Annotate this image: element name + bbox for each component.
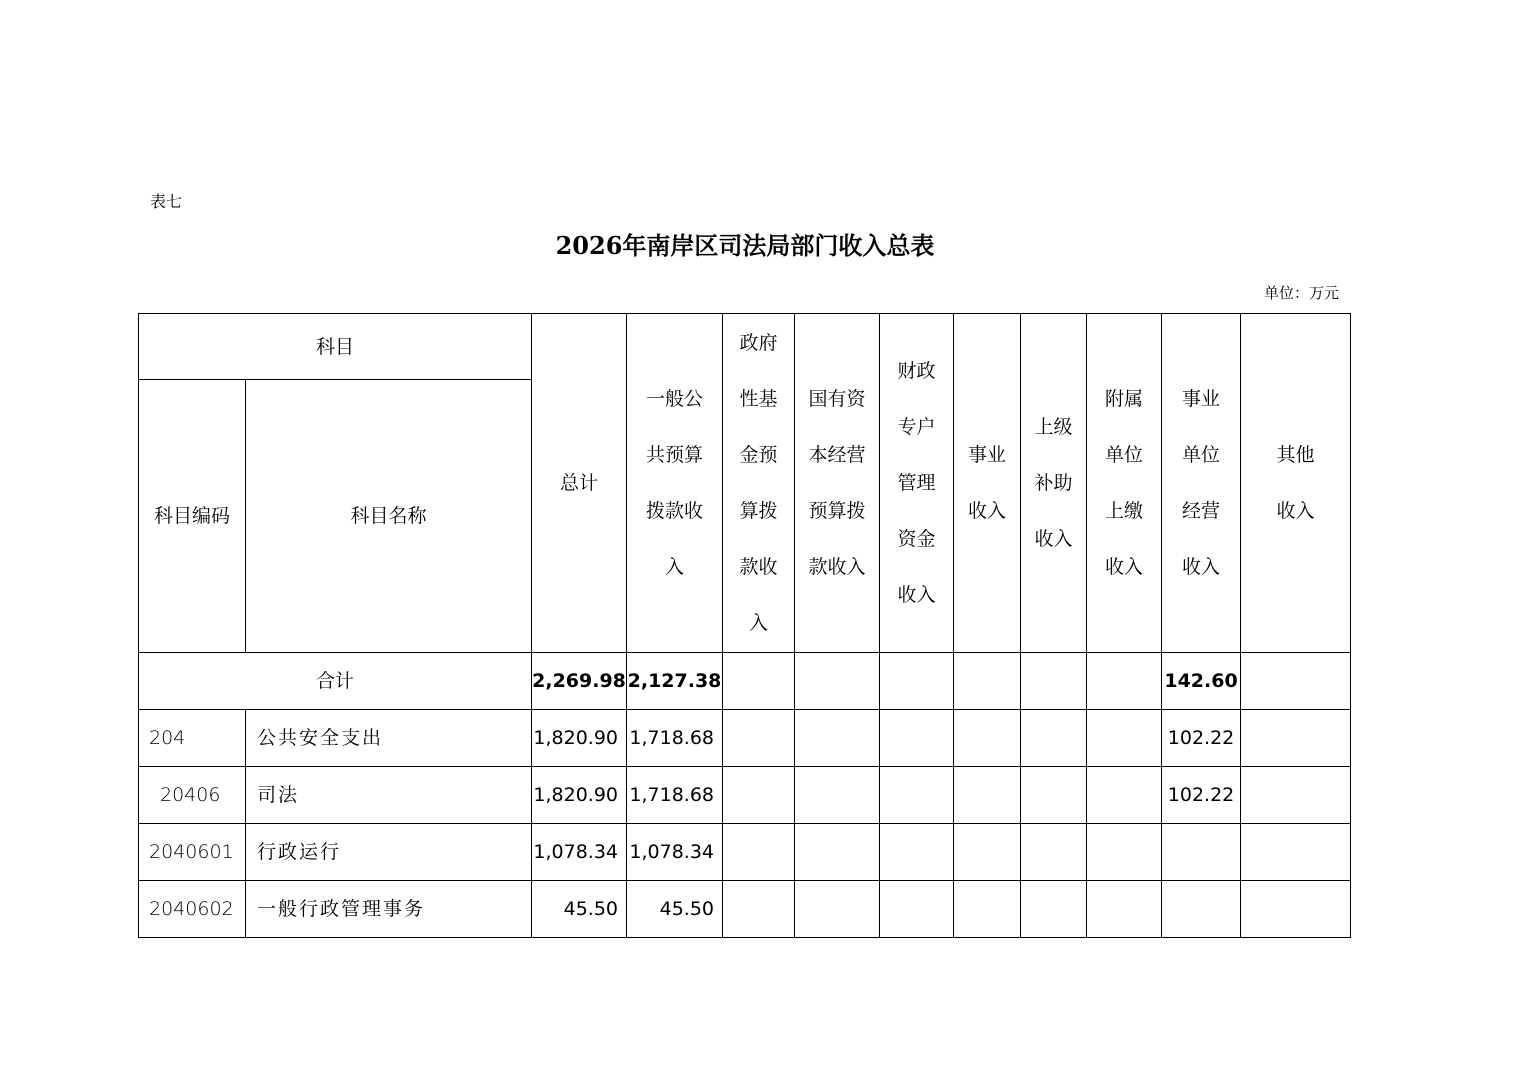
row-name: 公共安全支出	[246, 710, 532, 767]
row-total: 1,078.34	[532, 824, 627, 881]
header-gov-fund: 政府 性基 金预 算拨 款收 入	[723, 314, 795, 653]
row-code: 2040601	[139, 824, 246, 881]
row-business-operation	[1162, 824, 1241, 881]
row-business-operation: 102.22	[1162, 710, 1241, 767]
row-total: 1,820.90	[532, 767, 627, 824]
total-business-operation: 142.60	[1162, 653, 1241, 710]
row-business-operation	[1162, 881, 1241, 938]
header-subject-code: 科目编码	[139, 380, 246, 653]
header-state-capital: 国有资 本经营 预算拨 款收入	[795, 314, 880, 653]
header-subject-name: 科目名称	[246, 380, 532, 653]
header-subject-group: 科目	[139, 314, 532, 380]
unit-label: 单位：万元	[1263, 284, 1339, 302]
row-business-operation: 102.22	[1162, 767, 1241, 824]
row-name: 一般行政管理事务	[246, 881, 532, 938]
row-general-budget: 1,718.68	[627, 710, 723, 767]
header-fiscal-account: 财政 专户 管理 资金 收入	[880, 314, 954, 653]
total-total: 2,269.98	[532, 653, 627, 710]
table-row	[139, 710, 1351, 767]
row-name: 司法	[246, 767, 532, 824]
header-general-budget: 一般公 共预算 拨款收 入	[627, 314, 723, 653]
row-name: 行政运行	[246, 824, 532, 881]
header-affiliated: 附属 单位 上缴 收入	[1087, 314, 1162, 653]
row-total: 1,820.90	[532, 710, 627, 767]
table-label: 表七	[150, 192, 183, 211]
header-upper-subsidy: 上级 补助 收入	[1021, 314, 1087, 653]
table-row	[139, 767, 1351, 824]
total-general-budget: 2,127.38	[627, 653, 723, 710]
header-business-income: 事业 收入	[954, 314, 1021, 653]
document-title: 2026年南岸区司法局部门收入总表	[555, 231, 935, 260]
header-business-operation: 事业 单位 经营 收入	[1162, 314, 1241, 653]
row-general-budget: 45.50	[627, 881, 723, 938]
income-summary-table	[138, 313, 1351, 938]
row-general-budget: 1,078.34	[627, 824, 723, 881]
row-code: 20406	[139, 767, 246, 824]
row-code: 204	[139, 710, 246, 767]
total-label: 合计	[139, 653, 532, 710]
table-row	[139, 881, 1351, 938]
total-row	[139, 653, 1351, 710]
table-row	[139, 824, 1351, 881]
row-general-budget: 1,718.68	[627, 767, 723, 824]
header-other: 其他 收入	[1241, 314, 1351, 653]
header-total: 总计	[532, 314, 627, 653]
row-code: 2040602	[139, 881, 246, 938]
row-total: 45.50	[532, 881, 627, 938]
